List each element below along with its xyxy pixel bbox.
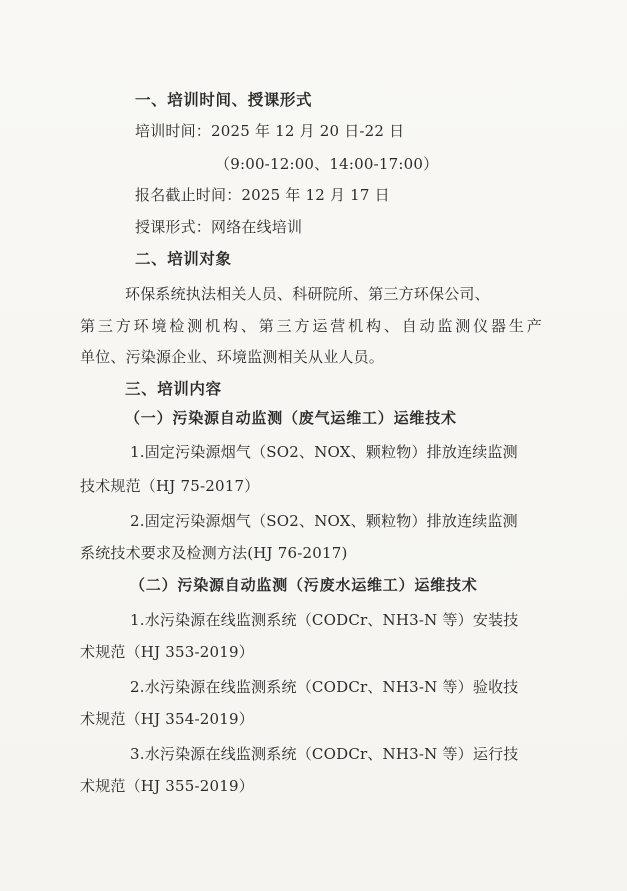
item-1-2-line-2: 系统技术要求及检测方法(HJ 76-2017) bbox=[80, 544, 348, 562]
item-2-1-line-1: 1.水污染源在线监测系统（CODCr、NH3-N 等）安装技 bbox=[130, 611, 519, 629]
item-2-2-line-2: 术规范（HJ 354-2019） bbox=[80, 710, 254, 728]
item-1-1-line-2: 技术规范（HJ 75-2017） bbox=[80, 477, 260, 495]
subsection-1-title: （一）污染源自动监测（废气运维工）运维技术 bbox=[125, 409, 457, 427]
item-1-1-line-1: 1.固定污染源烟气（SO2、NOX、颗粒物）排放连续监测 bbox=[130, 443, 518, 461]
training-time-line: 培训时间：2025 年 12 月 20 日-22 日 bbox=[135, 122, 405, 140]
section-2-heading: 二、培训对象 bbox=[135, 250, 232, 268]
item-2-3-line-2: 术规范（HJ 355-2019） bbox=[80, 777, 254, 795]
audience-line-2: 第三方环境检测机构、第三方运营机构、自动监测仪器生产 bbox=[80, 317, 542, 335]
section-3-heading: 三、培训内容 bbox=[125, 380, 222, 398]
item-2-2-line-1: 2.水污染源在线监测系统（CODCr、NH3-N 等）验收技 bbox=[130, 678, 519, 696]
teaching-format-line: 授课形式：网络在线培训 bbox=[135, 218, 303, 236]
item-2-3-line-1: 3.水污染源在线监测系统（CODCr、NH3-N 等）运行技 bbox=[130, 745, 519, 763]
subsection-2-title: （二）污染源自动监测（污废水运维工）运维技术 bbox=[130, 576, 478, 594]
section-1-heading: 一、培训时间、授课形式 bbox=[135, 91, 313, 109]
audience-line-3: 单位、污染源企业、环境监测相关从业人员。 bbox=[80, 348, 385, 366]
registration-deadline-line: 报名截止时间：2025 年 12 月 17 日 bbox=[135, 186, 390, 204]
training-hours-line: （9:00-12:00、14:00-17:00） bbox=[215, 155, 439, 173]
audience-line-1: 环保系统执法相关人员、科研院所、第三方环保公司、 bbox=[125, 285, 490, 303]
item-2-1-line-2: 术规范（HJ 353-2019） bbox=[80, 643, 254, 661]
item-1-2-line-1: 2.固定污染源烟气（SO2、NOX、颗粒物）排放连续监测 bbox=[130, 512, 518, 530]
